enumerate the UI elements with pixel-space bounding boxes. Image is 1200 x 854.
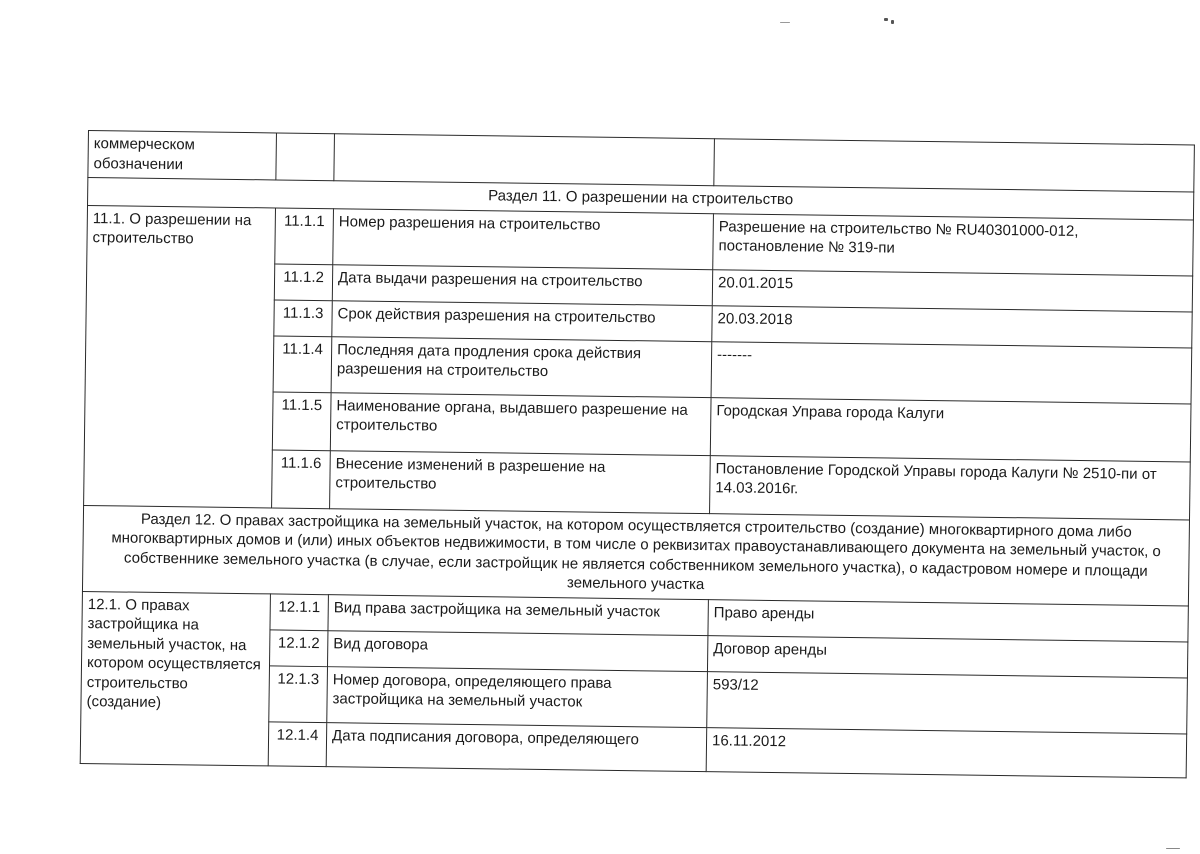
scan-speck (891, 20, 894, 24)
row-label: Последняя дата продления срока действия разрешения на строительство (331, 336, 712, 397)
row-value: ------- (711, 341, 1192, 403)
section-12-group-label: 12.1. О правах застройщика на земельный участок, на котором осуществляется строительство (создание) (80, 591, 270, 765)
row-label-cell: коммерческом обозначении (88, 131, 277, 180)
row-value: Разрешение на строительство № RU40301000-012, постановление № 319-пи (713, 213, 1194, 275)
section-12-title-row (82, 505, 1189, 605)
row-number: 12.1.2 (270, 629, 328, 666)
row-value: Право аренды (708, 599, 1188, 641)
row-number: 11.1.4 (273, 335, 332, 392)
row-label: Дата подписания договора, определяющего (326, 722, 707, 771)
empty-cell (714, 139, 1195, 192)
row-value: Городская Управа города Калуги (710, 397, 1191, 461)
row-number: 11.1.1 (275, 207, 334, 264)
scan-speck (884, 18, 888, 21)
row-label: Номер разрешения на строительство (333, 208, 714, 269)
section-11-title: Раздел 11. О разрешении на строительство (88, 178, 1194, 220)
row-label: Наименование органа, выдавшего разрешение на строительство (330, 392, 711, 455)
row-number: 12.1.3 (269, 665, 328, 722)
row-value: 20.01.2015 (712, 269, 1192, 311)
scan-speck (1166, 848, 1180, 849)
row-number: 11.1.2 (274, 263, 332, 300)
row-label: Вид договора (328, 630, 708, 671)
row-number: 11.1.5 (272, 391, 331, 450)
row-value: 20.03.2018 (712, 305, 1192, 347)
section-12-title: Раздел 12. О правах застройщика на земельный участок, на котором осуществляется строительство (создание) многоквартирного дома либо многоквартирных домов и (или) иных объектов недвижимости, в том числе о реквизитах правоустанавливающего документа на земельный участок, о собственнике земельного участка (в случае, если застройщик не является собственником земельного участка), о кадастровом номере и площади земельного участка (82, 505, 1189, 605)
section-11-group-label: 11.1. О разрешении на строительство (84, 205, 276, 507)
scan-speck (780, 22, 790, 23)
row-value: Постановление Городской Управы города Калуги № 2510-пи от 14.03.2016г. (710, 455, 1191, 519)
row-number: 11.1.3 (274, 299, 332, 336)
row-label: Срок действия разрешения на строительство (332, 300, 712, 341)
declaration-table (80, 130, 1195, 778)
row-number: 11.1.6 (272, 449, 331, 508)
row-number: 12.1.1 (270, 593, 328, 630)
document-page (79, 130, 1200, 834)
row-value: 593/12 (707, 671, 1188, 733)
row-value: Договор аренды (707, 635, 1187, 677)
empty-cell (276, 133, 335, 181)
row-value: 16.11.2012 (706, 727, 1187, 777)
row-label: Дата выдачи разрешения на строительство (332, 264, 712, 305)
empty-cell (334, 134, 715, 186)
row-label: Внесение изменений в разрешение на строительство (330, 450, 711, 513)
row-label: Номер договора, определяющего права застройщика на земельный участок (327, 666, 708, 727)
row-number: 12.1.4 (268, 721, 327, 766)
row-label: Вид права застройщика на земельный участок (328, 594, 708, 635)
